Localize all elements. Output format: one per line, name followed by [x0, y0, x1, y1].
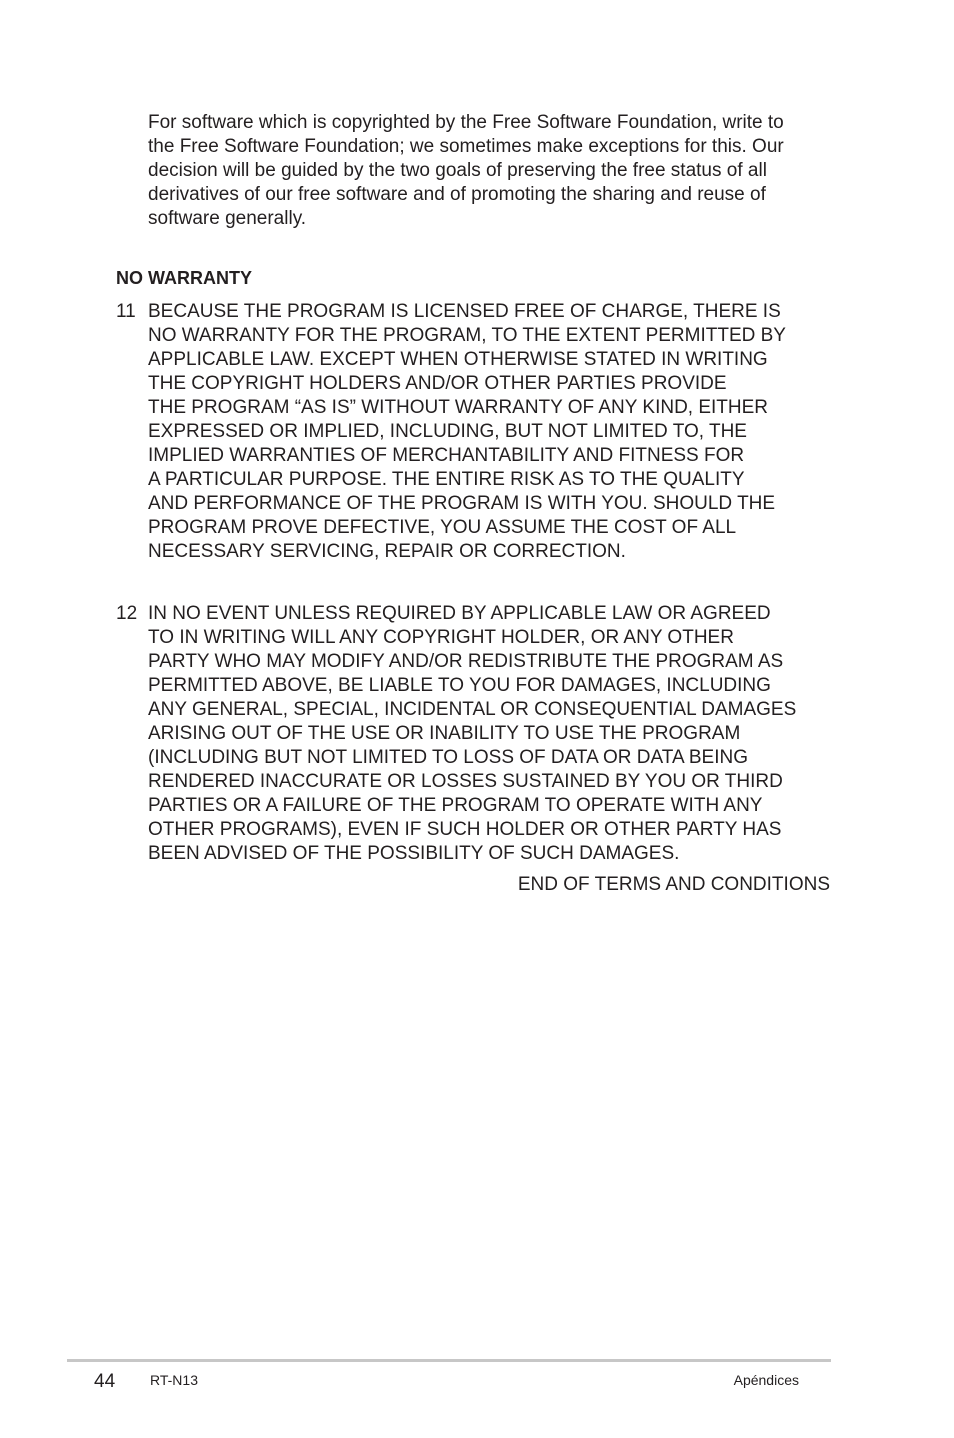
clause-line: PARTIES OR A FAILURE OF THE PROGRAM TO OPERATE WITH ANY — [148, 795, 763, 816]
clause-line: EXPRESSED OR IMPLIED, INCLUDING, BUT NOT LIMITED TO, THE — [148, 421, 747, 442]
clause-line: IMPLIED WARRANTIES OF MERCHANTABILITY AND FITNESS FOR — [148, 445, 745, 466]
clause-line: BEEN ADVISED OF THE POSSIBILITY OF SUCH DAMAGES. — [148, 843, 680, 864]
clause-line: IN NO EVENT UNLESS REQUIRED BY APPLICABLE LAW OR AGREED — [148, 603, 771, 624]
footer-section-name: Apéndices — [733, 1372, 799, 1388]
clause-number: 12 — [116, 603, 138, 624]
clause-line: THE COPYRIGHT HOLDERS AND/OR OTHER PARTIES PROVIDE — [148, 373, 727, 394]
clause-line: TO IN WRITING WILL ANY COPYRIGHT HOLDER, OR ANY OTHER — [148, 627, 734, 648]
clause-line: BECAUSE THE PROGRAM IS LICENSED FREE OF CHARGE, THERE IS — [148, 301, 781, 322]
clause-line: PERMITTED ABOVE, BE LIABLE TO YOU FOR DAMAGES, INCLUDING — [148, 675, 771, 696]
intro-line: the Free Software Foundation; we sometimes make exceptions for this. Our — [148, 136, 784, 157]
clause-line: (INCLUDING BUT NOT LIMITED TO LOSS OF DATA OR DATA BEING — [148, 747, 749, 768]
clause-line: ANY GENERAL, SPECIAL, INCIDENTAL OR CONSEQUENTIAL DAMAGES — [148, 699, 797, 720]
clause-number: 11 — [116, 301, 136, 322]
intro-line: derivatives of our free software and of promoting the sharing and reuse of — [148, 184, 766, 205]
page-number: 44 — [94, 1371, 116, 1392]
intro-line: decision will be guided by the two goals of preserving the free status of all — [148, 160, 767, 181]
clause-line: PROGRAM PROVE DEFECTIVE, YOU ASSUME THE COST OF ALL — [148, 517, 737, 538]
clause-line: NECESSARY SERVICING, REPAIR OR CORRECTION. — [148, 541, 626, 562]
footer-model-name: RT-N13 — [150, 1372, 198, 1388]
clause-line: ARISING OUT OF THE USE OR INABILITY TO USE THE PROGRAM — [148, 723, 741, 744]
clause-line: APPLICABLE LAW. EXCEPT WHEN OTHERWISE STATED IN WRITING — [148, 349, 768, 370]
intro-line: For software which is copyrighted by the Free Software Foundation, write to — [148, 112, 784, 133]
intro-line: software generally. — [148, 208, 307, 229]
clause-line: THE PROGRAM “AS IS” WITHOUT WARRANTY OF ANY KIND, EITHER — [148, 397, 769, 418]
clause-line: NO WARRANTY FOR THE PROGRAM, TO THE EXTENT PERMITTED BY — [148, 325, 786, 346]
clause-line: PARTY WHO MAY MODIFY AND/OR REDISTRIBUTE THE PROGRAM AS — [148, 651, 784, 672]
clause-line: OTHER PROGRAMS), EVEN IF SUCH HOLDER OR OTHER PARTY HAS — [148, 819, 782, 840]
footer-divider — [67, 1359, 831, 1362]
end-of-terms: END OF TERMS AND CONDITIONS — [517, 874, 830, 895]
clause-line: A PARTICULAR PURPOSE. THE ENTIRE RISK AS TO THE QUALITY — [148, 469, 745, 490]
clause-line: AND PERFORMANCE OF THE PROGRAM IS WITH YOU. SHOULD THE — [148, 493, 776, 514]
clause-line: RENDERED INACCURATE OR LOSSES SUSTAINED BY YOU OR THIRD — [148, 771, 783, 792]
section-heading-no-warranty: NO WARRANTY — [116, 268, 252, 288]
